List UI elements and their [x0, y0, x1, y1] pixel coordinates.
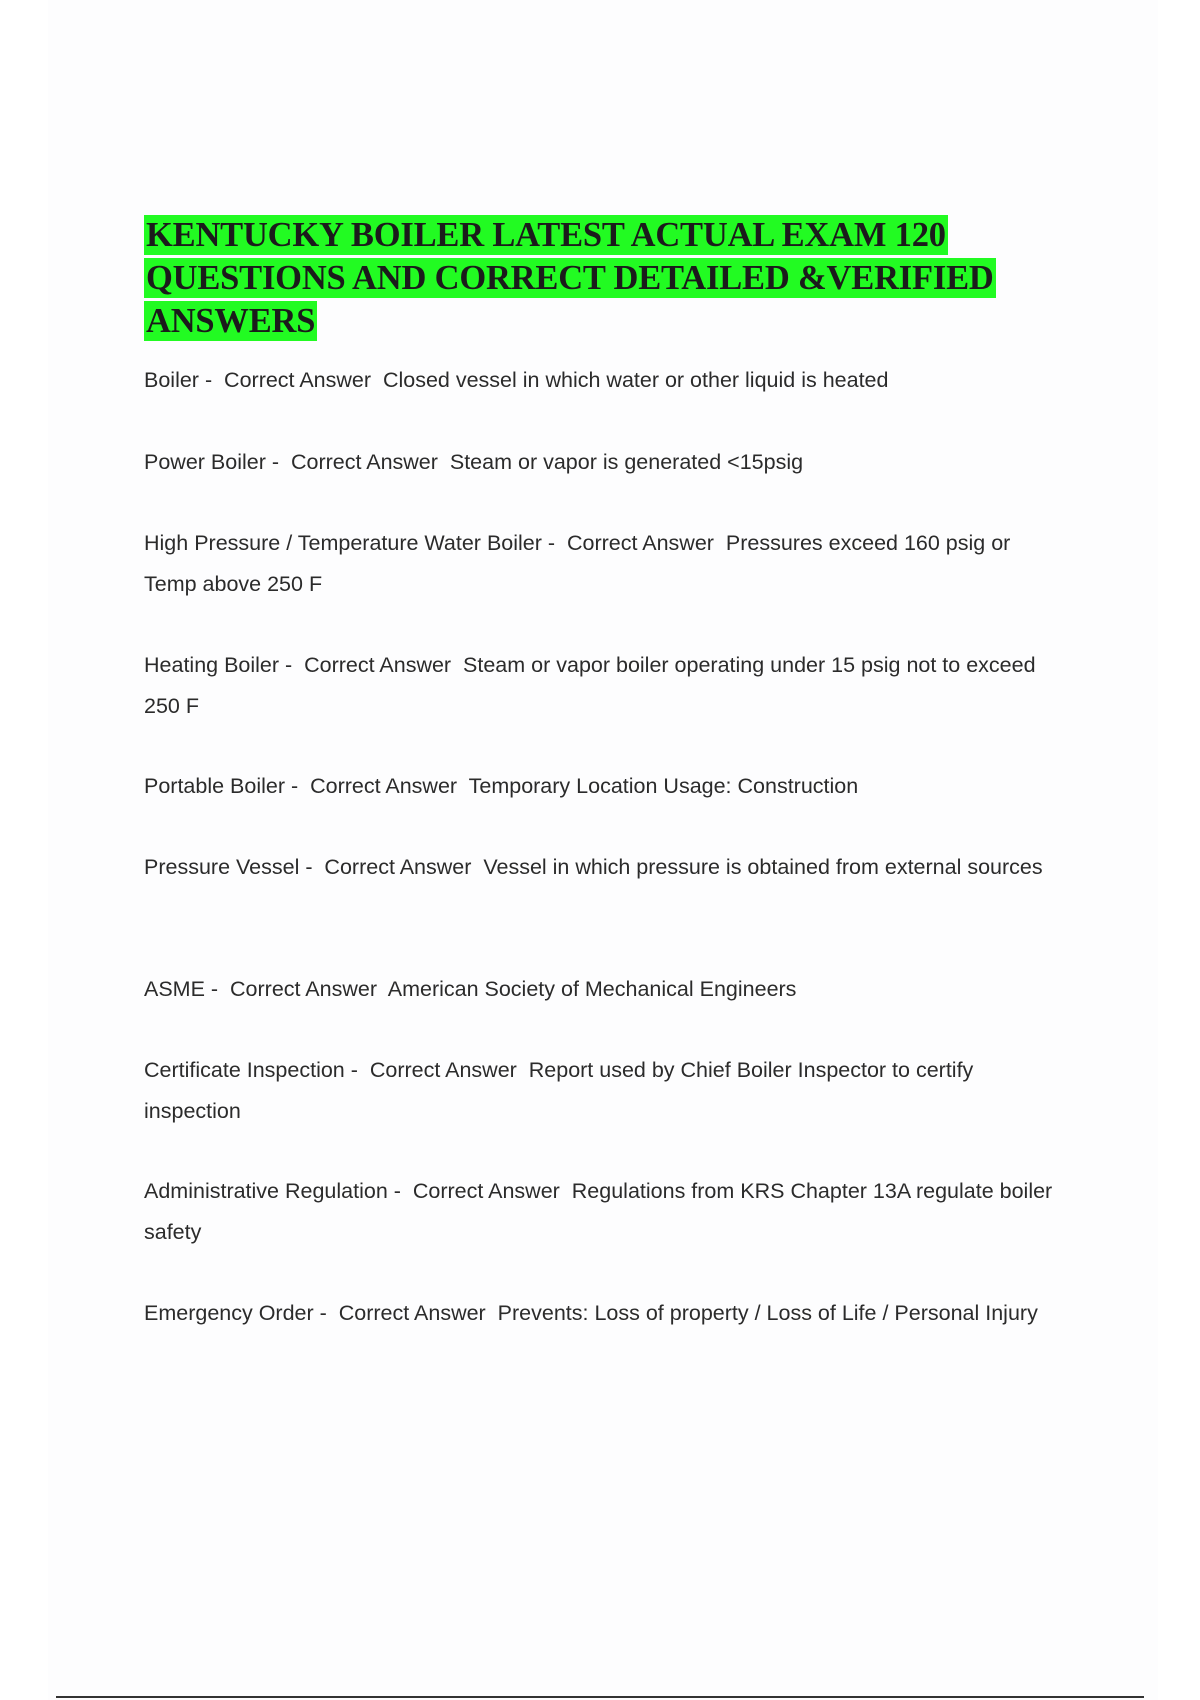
qa-entry: Portable Boiler - Correct Answer Temporary Location Usage: Construction — [144, 774, 859, 798]
qa-entry: High Pressure / Temperature Water Boiler - Correct Answer Pressures exceed 160 psig or Temp above 250 F — [144, 531, 1016, 596]
qa-entry: Administrative Regulation - Correct Answer Regulations from KRS Chapter 13A regulate boiler safety — [144, 1179, 1059, 1244]
qa-entry: ASME - Correct Answer American Society of Mechanical Engineers — [144, 977, 797, 1001]
footer-divider — [56, 1696, 1144, 1698]
title-highlight: KENTUCKY BOILER LATEST ACTUAL EXAM 120 QUESTIONS AND CORRECT DETAILED &VERIFIED ANSWERS — [146, 216, 994, 340]
qa-entry: Pressure Vessel - Correct Answer Vessel in which pressure is obtained from external sources — [144, 855, 1043, 879]
qa-entry: Emergency Order - Correct Answer Prevents: Loss of property / Loss of Life / Personal Injury — [144, 1301, 1038, 1325]
qa-entry: Boiler - Correct Answer Closed vessel in which water or other liquid is heated — [144, 368, 889, 392]
qa-entry: Power Boiler - Correct Answer Steam or vapor is generated <15psig — [144, 450, 804, 474]
document-title — [144, 214, 1044, 343]
qa-entry: Certificate Inspection - Correct Answer Report used by Chief Boiler Inspector to certify inspection — [144, 1058, 980, 1123]
qa-entry: Heating Boiler - Correct Answer Steam or vapor boiler operating under 15 psig not to exceed 250 F — [144, 653, 1042, 718]
